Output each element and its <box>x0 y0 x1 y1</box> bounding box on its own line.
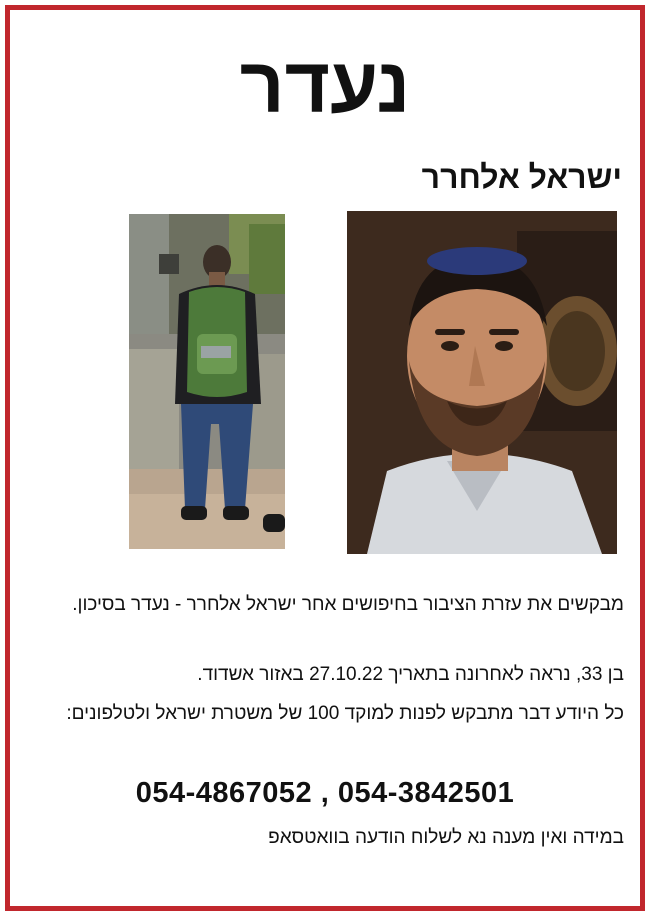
missing-person-name: ישראל אלחרר <box>421 159 622 195</box>
whatsapp-note: במידה ואין מענה נא לשלוח הודעה בוואטסאפ <box>268 827 624 848</box>
appeal-paragraph: מבקשים את עזרת הציבור בחיפושים אחר ישראל אלחרר - נעדר בסיכון. <box>72 594 624 615</box>
phone-numbers: 054-4867052 , 054-3842501 <box>135 777 515 809</box>
cctv-photo <box>129 214 285 549</box>
portrait-photo <box>347 211 617 554</box>
contact-paragraph: כל היודע דבר מתבקש לפנות למוקד 100 של משטרת ישראל ולטלפונים: <box>66 703 624 724</box>
last-seen-paragraph: בן 33, נראה לאחרונה בתאריך 27.10.22 באזור אשדוד. <box>197 664 624 685</box>
poster-title: נעדר <box>239 41 411 129</box>
